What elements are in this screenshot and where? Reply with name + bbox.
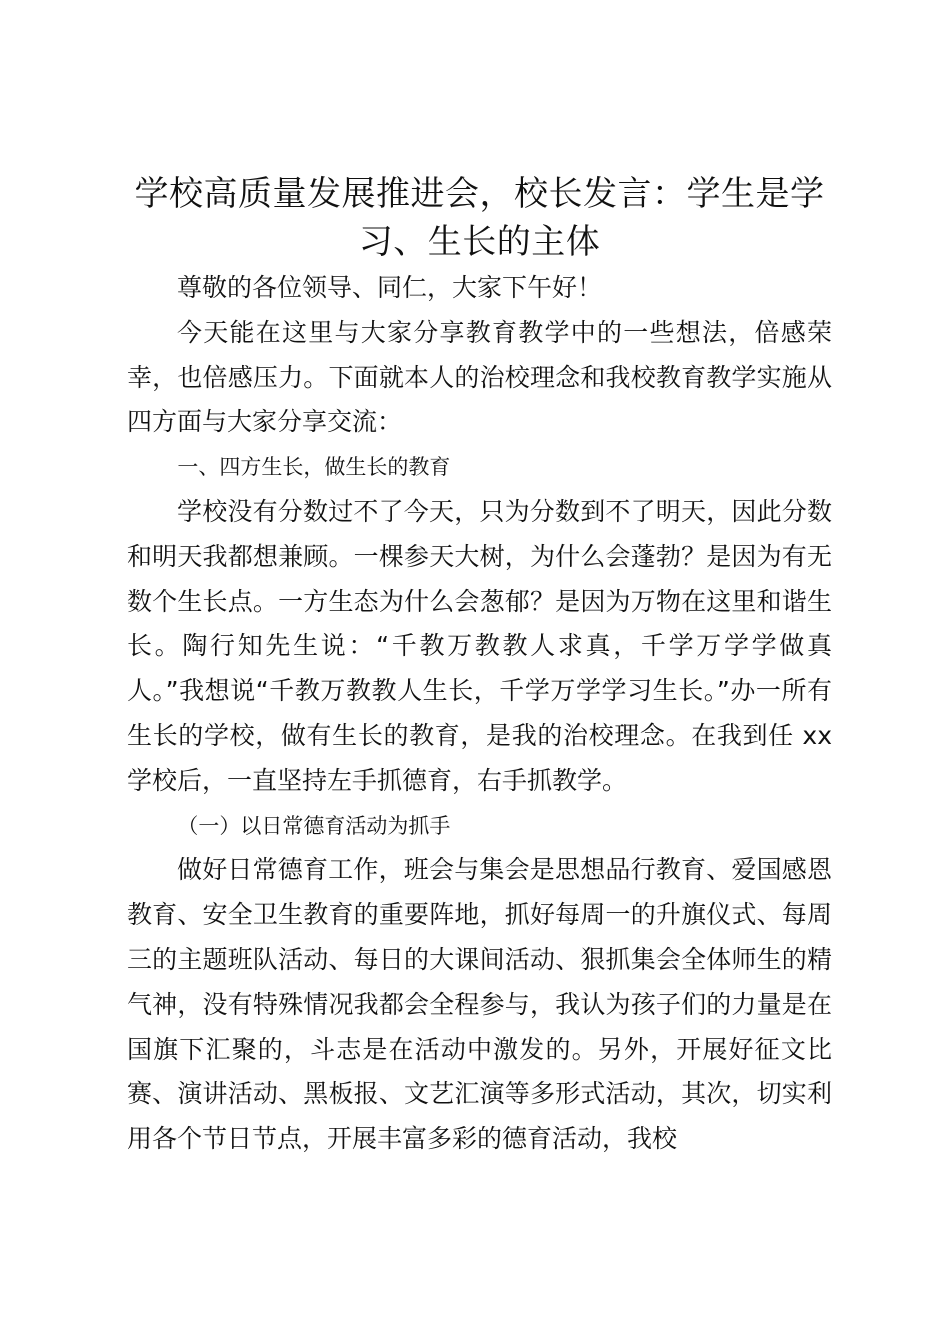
section-1-paragraph: 学校没有分数过不了今天，只为分数到不了明天，因此分数和明天我都想兼顾。一棵参天大树，为什么会蓬勃？是因为有无数个生长点。一方生态为什么会葱郁？是因为万物在这里和谐生长。陶行知先生说：“千教万教教人求真，千学万学学做真人。”我想说“千教万教教人生长，千学万学学习生长。”办一所有生长的学校，做有生长的教育，是我的治校理念。在我到任 xx 学校后，一直坚持左手抓德育，右手抓教学。 (127, 496, 832, 795)
subsection-heading-1: （一）以日常德育活动为抓手 (177, 813, 451, 838)
subsection-1-paragraph: 做好日常德育工作，班会与集会是思想品行教育、爱国感恩教育、安全卫生教育的重要阵地，抓好每周一的升旗仪式、每周三的主题班队活动、每日的大课间活动、狠抓集会全体师生的精气神，没有特殊情况我都会全程参与，我认为孩子们的力量是在国旗下汇聚的，斗志是在活动中激发的。另外，开展好征文比赛、演讲活动、黑板报、文艺汇演等多形式活动，其次，切实利用各个节日节点，开展丰富多彩的德育活动，我校 (127, 855, 832, 1154)
document-page (127, 170, 832, 1162)
intro-paragraph: 今天能在这里与大家分享教育教学中的一些想法，倍感荣幸，也倍感压力。下面就本人的治校理念和我校教育教学实施从四方面与大家分享交流： (127, 317, 832, 437)
document-title: 学校高质量发展推进会，校长发言：学生是学习、生长的主体 (134, 174, 825, 262)
section-heading-1: 一、四方生长，做生长的教育 (177, 455, 451, 480)
greeting-paragraph: 尊敬的各位领导、同仁，大家下午好！ (177, 273, 603, 302)
